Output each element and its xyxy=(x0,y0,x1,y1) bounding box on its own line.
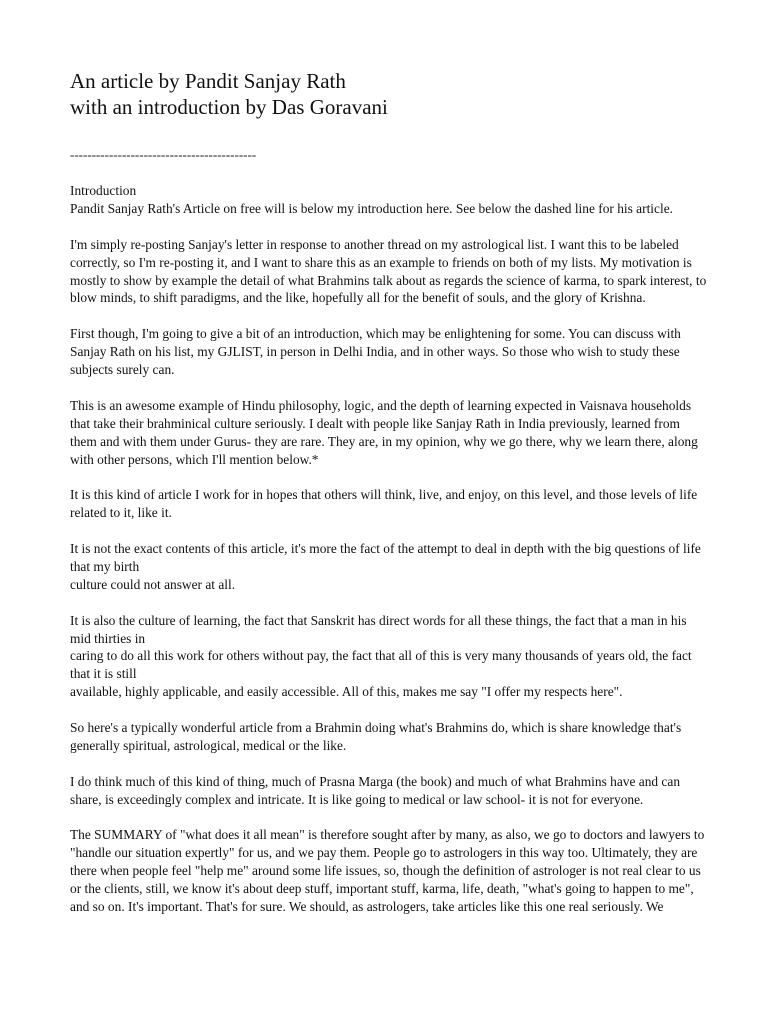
paragraph xyxy=(70,236,710,308)
paragraph-text: It is this kind of article I work for in hopes that others will think, live, and enjoy, on this level, and those levels of life related to it, like it. xyxy=(70,487,698,521)
paragraph-text: I do think much of this kind of thing, much of Prasna Marga (the book) and much of what Brahmins have and can share, is exceedingly complex and intricate. It is like going to medical or law school- it is not for everyone. xyxy=(70,773,681,807)
paragraph-text: I'm simply re-posting Sanjay's letter in response to another thread on my astrological list. I want this to be labeled correctly, so I'm re-posting it, and I want to share this as an example to friends on both of my lists. My motivation is mostly to show by example the detail of what Brahmins talk about as regards the science of karma, to spark interest, to blow minds, to shift paradigms, and the like, hopefully all for the benefit of souls, and the glory of Krishna. xyxy=(70,236,707,306)
paragraph xyxy=(70,612,710,702)
section-heading: Introduction xyxy=(70,183,137,198)
paragraph xyxy=(70,397,710,469)
paragraph xyxy=(70,719,710,755)
paragraph-text: available, highly applicable, and easily accessible. All of this, makes me say "I offer my respects here". xyxy=(70,684,623,700)
document-title xyxy=(70,68,710,120)
paragraph-introduction xyxy=(70,182,710,218)
dashed-separator: ------------------------------------------- xyxy=(70,147,257,162)
paragraph-text: Pandit Sanjay Rath's Article on free will is below my introduction here. See below the dashed line for his article. xyxy=(70,200,673,216)
paragraph xyxy=(70,826,710,916)
paragraph xyxy=(70,773,710,809)
paragraph-text: This is an awesome example of Hindu philosophy, logic, and the depth of learning expected in Vaisnava households that take their brahminical culture seriously. I dealt with people like Sanjay Rath in India previously, learned from them and with them under Gurus- they are rare. They are, in my opinion, why we go there, why we learn there, along with other persons, which I'll mention below.* xyxy=(70,397,698,467)
paragraph-text: culture could not answer at all. xyxy=(70,576,236,592)
paragraph-text: First though, I'm going to give a bit of an introduction, which may be enlightening for some. You can discuss with Sanjay Rath on his list, my GJLIST, in person in Delhi India, and in other ways. So those who wish to study these subjects surely can. xyxy=(70,326,681,378)
paragraph-text: caring to do all this work for others without pay, the fact that all of this is very many thousands of years old, the fact that it is still xyxy=(70,648,692,682)
paragraph-text: It is not the exact contents of this article, it's more the fact of the attempt to deal in depth with the big questions of life that my birth xyxy=(70,541,701,574)
paragraph-text: So here's a typically wonderful article from a Brahmin doing what's Brahmins do, which is share knowledge that's generally spiritual, astrological, medical or the like. xyxy=(70,720,682,753)
paragraph-text: The SUMMARY of "what does it all mean" is therefore sought after by many, as also, we go to doctors and lawyers to "handle our situation expertly" for us, and we pay them. People go to astrologers in this way too. Ultimately, they are there when people feel "help me" around some life issues, so, though the definition of astrologer is not real clear to us or the clients, still, we know it's about deep stuff, important stuff, karma, life, death, "what's going to happen to me", and so on. It's important. That's for sure. We should, as astrologers, take articles like this one real seriously. We xyxy=(70,827,705,915)
document-page xyxy=(70,68,710,934)
paragraph xyxy=(70,540,710,594)
title-line: An article by Pandit Sanjay Rath xyxy=(70,69,346,93)
paragraph xyxy=(70,486,710,522)
paragraph xyxy=(70,325,710,379)
paragraph-text: It is also the culture of learning, the fact that Sanskrit has direct words for all these things, the fact that a man in his mid thirties in xyxy=(70,612,687,646)
title-line: with an introduction by Das Goravani xyxy=(70,95,388,119)
